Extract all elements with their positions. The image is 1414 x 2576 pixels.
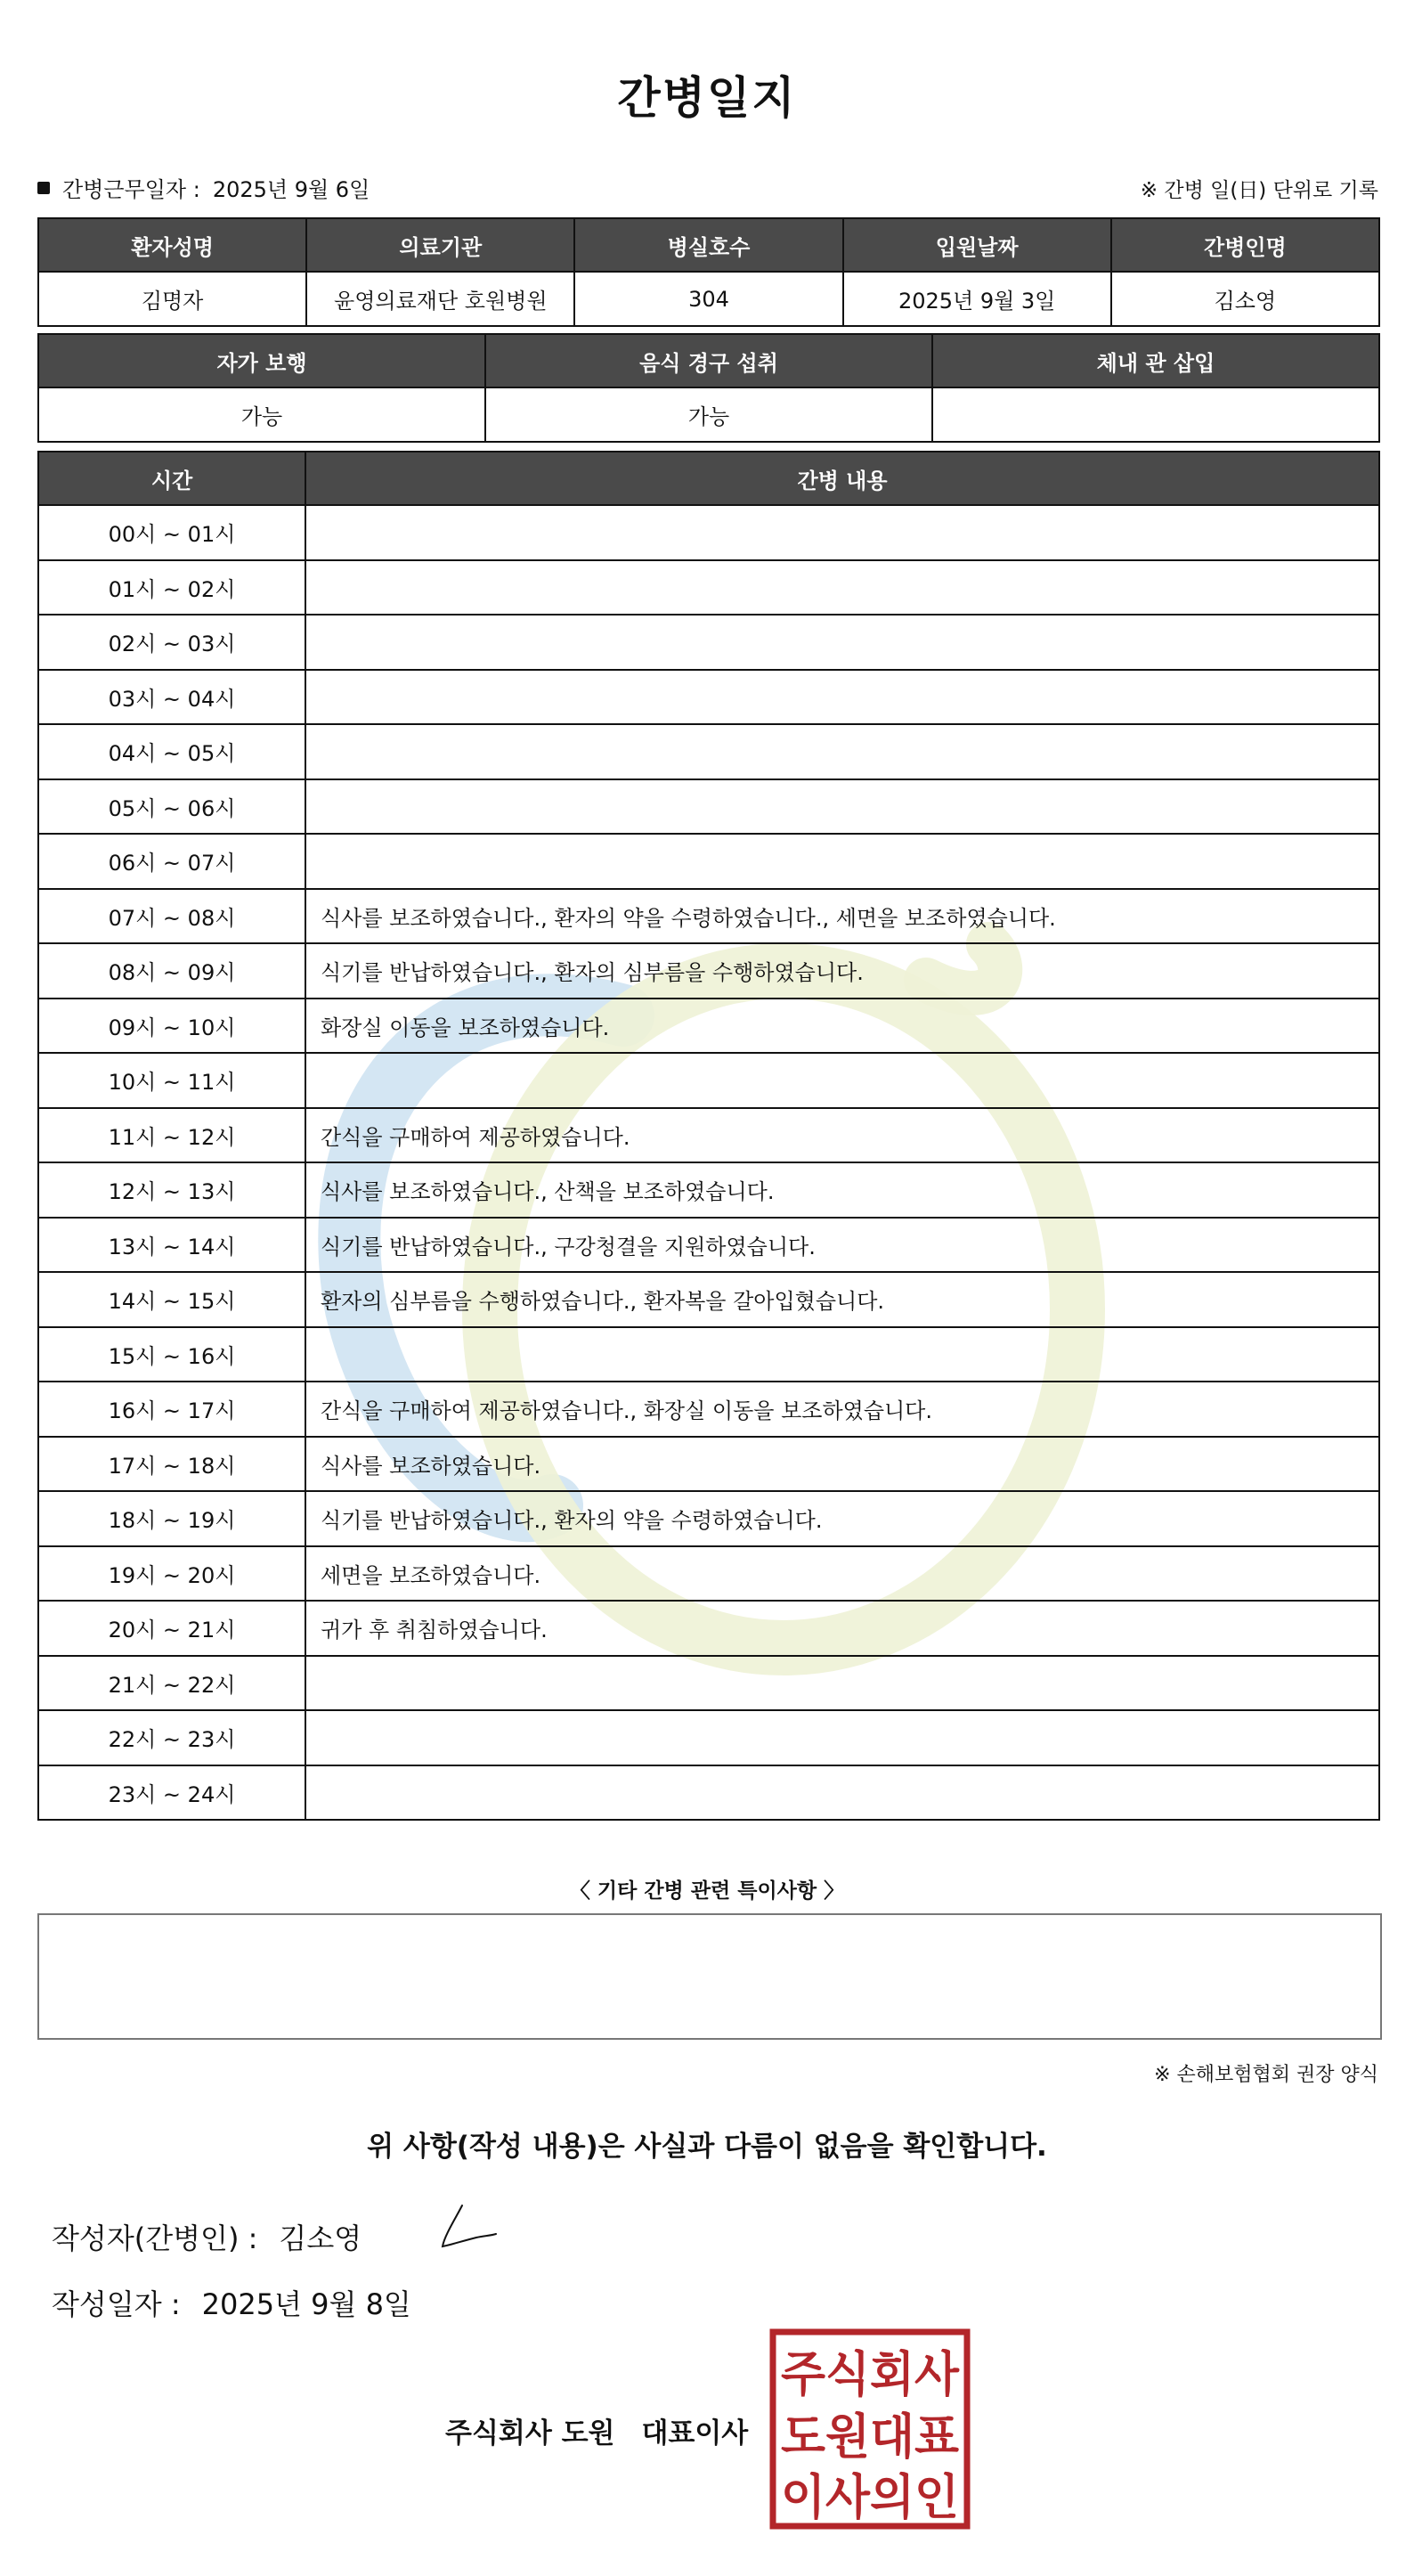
- unit-note: ※ 간병 일(日) 단위로 기록: [1140, 179, 1378, 202]
- time-cell: 07시 ~ 08시: [38, 889, 305, 944]
- time-cell: 16시 ~ 17시: [38, 1382, 305, 1437]
- care-note-cell: 식사를 보조하였습니다., 산책을 보조하였습니다.: [305, 1162, 1379, 1218]
- patient-status-table: [37, 333, 1380, 443]
- table-row: [38, 999, 1379, 1054]
- writer-name: 김소영: [279, 2221, 362, 2255]
- time-cell: 13시 ~ 14시: [38, 1218, 305, 1273]
- time-cell: 21시 ~ 22시: [38, 1656, 305, 1711]
- care-note-cell: [305, 834, 1379, 889]
- care-note-cell: 간식을 구매하여 제공하였습니다.: [305, 1108, 1379, 1163]
- writer-label: 작성자(간병인) :: [52, 2221, 258, 2255]
- time-cell: 17시 ~ 18시: [38, 1437, 305, 1492]
- company-line: [445, 2410, 748, 2450]
- admission-date-value: 2025년 9월 3일: [843, 272, 1111, 326]
- time-cell: 20시 ~ 21시: [38, 1601, 305, 1656]
- time-cell: 12시 ~ 13시: [38, 1162, 305, 1218]
- care-note-cell: [305, 1053, 1379, 1108]
- care-note-cell: [305, 1765, 1379, 1821]
- table-row: [38, 1656, 1379, 1711]
- caregiver-name-value: 김소영: [1111, 272, 1379, 326]
- care-note-cell: 식기를 반납하였습니다., 환자의 심부름을 수행하였습니다.: [305, 943, 1379, 999]
- oral-intake-value: 가능: [485, 387, 932, 442]
- time-cell: 01시 ~ 02시: [38, 560, 305, 615]
- remarks-box: [37, 1913, 1382, 2040]
- time-cell: 18시 ~ 19시: [38, 1491, 305, 1546]
- care-note-cell: 귀가 후 취침하였습니다.: [305, 1601, 1379, 1656]
- svg-text:주식회사: 주식회사: [781, 2345, 960, 2402]
- time-cell: 05시 ~ 06시: [38, 779, 305, 835]
- table-row: [38, 889, 1379, 944]
- table-row: [38, 1382, 1379, 1437]
- care-note-cell: [305, 560, 1379, 615]
- remarks-title: 〈 기타 간병 관련 특이사항 〉: [569, 1879, 845, 1903]
- writer-line: [52, 2216, 362, 2257]
- care-note-cell: 식기를 반납하였습니다., 구강청결을 지원하였습니다.: [305, 1218, 1379, 1273]
- care-note-cell: 식사를 보조하였습니다., 환자의 약을 수령하였습니다., 세면을 보조하였습니다.: [305, 889, 1379, 944]
- table-row: [38, 1218, 1379, 1273]
- header-oral-intake: 음식 경구 섭취: [485, 334, 932, 387]
- care-note-cell: [305, 724, 1379, 779]
- care-note-cell: [305, 670, 1379, 725]
- care-note-cell: [305, 505, 1379, 560]
- table-row: [38, 1491, 1379, 1546]
- company-name: 주식회사 도원: [445, 2417, 615, 2450]
- time-cell: 22시 ~ 23시: [38, 1710, 305, 1765]
- care-note-cell: 간식을 구매하여 제공하였습니다., 화장실 이동을 보조하였습니다.: [305, 1382, 1379, 1437]
- hospital-value: 윤영의료재단 호원병원: [306, 272, 574, 326]
- care-note-cell: 식기를 반납하였습니다., 환자의 약을 수령하였습니다.: [305, 1491, 1379, 1546]
- table-row: [38, 1546, 1379, 1602]
- header-caregiver-name: 간병인명: [1111, 218, 1379, 272]
- care-log-body: [38, 505, 1379, 1820]
- care-note-cell: [305, 1327, 1379, 1382]
- header-care-content: 간병 내용: [305, 452, 1379, 505]
- header-time: 시간: [38, 452, 305, 505]
- handwritten-signature: [432, 2200, 503, 2254]
- header-admission-date: 입원날짜: [843, 218, 1111, 272]
- table-row: [38, 943, 1379, 999]
- table-row: [38, 1327, 1379, 1382]
- table-row: [38, 670, 1379, 725]
- table-header-row: [38, 218, 1379, 272]
- table-row: [38, 1710, 1379, 1765]
- table-row: [38, 1601, 1379, 1656]
- table-row: [38, 1162, 1379, 1218]
- care-note-cell: 식사를 보조하였습니다.: [305, 1437, 1379, 1492]
- page-title: 간병일지: [617, 72, 797, 124]
- company-title: 대표이사: [641, 2417, 749, 2450]
- table-row: [38, 1437, 1379, 1492]
- confirmation-statement: 위 사항(작성 내용)은 사실과 다름이 없음을 확인합니다.: [367, 2131, 1047, 2163]
- table-row: [38, 779, 1379, 835]
- svg-text:이사의인: 이사의인: [781, 2468, 959, 2525]
- work-date-line: [37, 172, 370, 203]
- time-cell: 02시 ~ 03시: [38, 615, 305, 670]
- care-note-cell: [305, 615, 1379, 670]
- svg-text:도원대표: 도원대표: [781, 2408, 959, 2465]
- form-note: ※ 손해보험협회 권장 양식: [1154, 2064, 1378, 2086]
- table-row: [38, 1765, 1379, 1821]
- written-date-label: 작성일자 :: [52, 2287, 181, 2321]
- time-cell: 10시 ~ 11시: [38, 1053, 305, 1108]
- time-cell: 08시 ~ 09시: [38, 943, 305, 999]
- self-walking-value: 가능: [38, 387, 485, 442]
- care-note-cell: [305, 1710, 1379, 1765]
- table-row: [38, 272, 1379, 326]
- header-self-walking: 자가 보행: [38, 334, 485, 387]
- time-cell: 03시 ~ 04시: [38, 670, 305, 725]
- company-seal-stamp: [769, 2328, 971, 2530]
- patient-name-value: 김명자: [38, 272, 306, 326]
- table-row: [38, 1108, 1379, 1163]
- tube-insertion-value: [932, 387, 1379, 442]
- care-note-cell: 세면을 보조하였습니다.: [305, 1546, 1379, 1602]
- patient-info-table: [37, 217, 1380, 327]
- table-row: [38, 505, 1379, 560]
- time-cell: 00시 ~ 01시: [38, 505, 305, 560]
- table-row: [38, 615, 1379, 670]
- table-row: [38, 1053, 1379, 1108]
- table-row: [38, 387, 1379, 442]
- time-cell: 15시 ~ 16시: [38, 1327, 305, 1382]
- time-cell: 23시 ~ 24시: [38, 1765, 305, 1821]
- care-note-cell: [305, 779, 1379, 835]
- table-row: [38, 834, 1379, 889]
- time-cell: 19시 ~ 20시: [38, 1546, 305, 1602]
- work-date-label: 간병근무일자 :: [62, 177, 200, 202]
- time-cell: 09시 ~ 10시: [38, 999, 305, 1054]
- care-note-cell: 화장실 이동을 보조하였습니다.: [305, 999, 1379, 1054]
- table-header-row: [38, 452, 1379, 505]
- header-tube-insertion: 체내 관 삽입: [932, 334, 1379, 387]
- header-patient-name: 환자성명: [38, 218, 306, 272]
- header-hospital: 의료기관: [306, 218, 574, 272]
- written-date-line: [52, 2282, 411, 2323]
- time-cell: 14시 ~ 15시: [38, 1272, 305, 1327]
- time-cell: 04시 ~ 05시: [38, 724, 305, 779]
- table-row: [38, 1272, 1379, 1327]
- written-date-value: 2025년 9월 8일: [201, 2287, 411, 2321]
- care-note-cell: [305, 1656, 1379, 1711]
- time-cell: 06시 ~ 07시: [38, 834, 305, 889]
- care-log-table: [37, 451, 1380, 1821]
- header-room-number: 병실호수: [574, 218, 842, 272]
- time-cell: 11시 ~ 12시: [38, 1108, 305, 1163]
- table-row: [38, 560, 1379, 615]
- care-note-cell: 환자의 심부름을 수행하였습니다., 환자복을 갈아입혔습니다.: [305, 1272, 1379, 1327]
- room-number-value: 304: [574, 272, 842, 326]
- table-header-row: [38, 334, 1379, 387]
- bullet-square-icon: [37, 182, 50, 194]
- table-row: [38, 724, 1379, 779]
- work-date-value: 2025년 9월 6일: [212, 177, 370, 202]
